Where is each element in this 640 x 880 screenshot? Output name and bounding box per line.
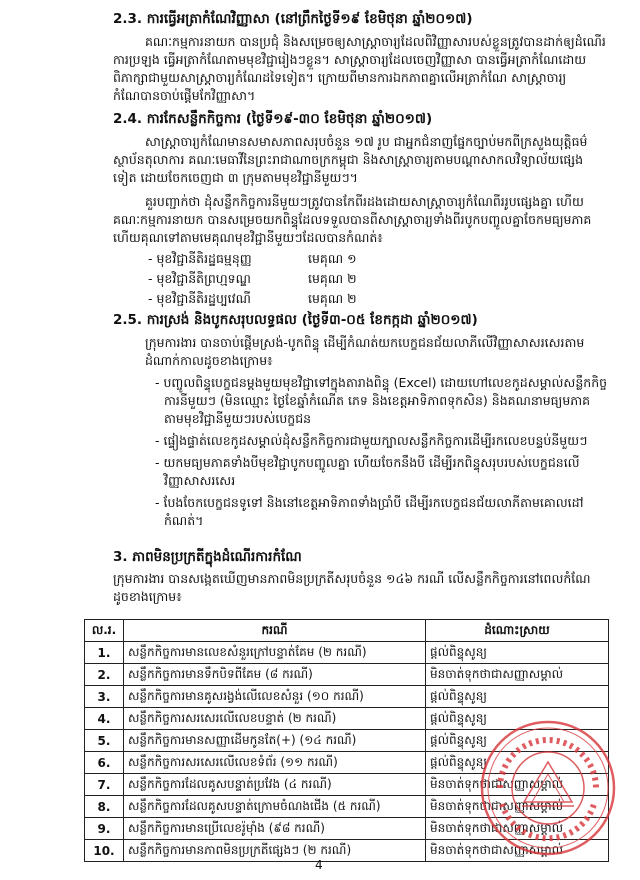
section-2-4-para1-line-3: ទៀត ដោយចែកចេញជា ៣ ក្រុមតាមមុខវិជ្ជានីមួយៗ។ (113, 170, 358, 185)
bullet-2-line-1: - ផ្ទៀងផ្ទាត់លេខកូដសម្គាល់ដុំសន្លឹកកិច្ចការជាមួយក្បាលសន្លឹកកិច្ចការដើម្បីរកលេខបន្ទប់នីមួយៗ (155, 433, 588, 448)
row-number: 2. (85, 664, 124, 686)
row-case: សន្លឹកកិច្ចការមានលេខសំនួរក្រៅបន្ទាត់គែម (២ ករណី) (124, 642, 426, 664)
section-3-heading: 3. ភាពមិនប្រក្រតីក្នុងដំណើរការកំណែ (113, 549, 302, 565)
row-case: សន្លឹកកិច្ចការដែលគូសបន្ទាត់ប្រវែង (៤ ករណី) (124, 774, 426, 796)
row-solution: មិនចាត់ទុកថាជាសញ្ញាសម្គាល់ (426, 840, 609, 862)
bullet-4-line-2: កំណត់។ (164, 513, 204, 528)
bullet-1-line-2: ការនីមួយៗ (មិនឈ្មោះ ថ្ងៃខែឆ្នាំកំណើត ភេទ និងខេត្តអាទិភាពទុកសិន) និងគណនាមធ្យមភាគ (164, 393, 591, 408)
row-solution: ផ្តល់ពិន្ទុសូន្យ (426, 752, 609, 774)
section-2-3-line-4: កំណែបានចាប់ផ្តើមកែវិញ្ញាសា។ (113, 88, 256, 103)
row-case: សន្លឹកកិច្ចការមានគូសរង្វង់លើលេខសំនួរ (១០ ករណី) (124, 686, 426, 708)
subject-3-name: - មុខវិជ្ជានីតិរដ្ឋប្បវេណី (148, 291, 251, 306)
bullet-3-line-2: វិញ្ញាសាសរសេរ (164, 473, 236, 488)
row-solution: មិនចាត់ទុកថាជាសញ្ញាសម្គាល់ (426, 664, 609, 686)
official-seal-stamp (478, 718, 618, 858)
row-solution: មិនចាត់ទុកថាជាសញ្ញាសម្គាល់ (426, 774, 609, 796)
section-2-3-line-3: ពិភាក្សាជាមួយសាស្ត្រាចារ្យកំណែដទៃទៀត។ ក្រោយពីមានការឯកភាពគ្នាលើអត្រាកំណែ សាស្ត្រាចារ្យ (113, 70, 567, 85)
bullet-3-line-1: - យកមធ្យមភាគទាំងបីមុខវិជ្ជាបូកបញ្ចូលគ្នា ហើយចែកនឹងបី ដើម្បីរកពិន្ទុសរុបរបស់បេក្ខជនលើ (155, 455, 580, 470)
section-2-4-para1-line-1: សាស្ត្រាចារ្យកំណែមានសមាសភាពសរុបចំនួន ១៧ រូប ជាអ្នកជំនាញផ្នែកច្បាប់មកពីក្រសួងយុត្តិធម៌ (145, 134, 588, 149)
row-number: 10. (85, 840, 124, 862)
row-case: សន្លឹកកិច្ចការមានទឹកបិទពីគែម (៨ ករណី) (124, 664, 426, 686)
row-solution: ផ្តល់ពិន្ទុសូន្យ (426, 642, 609, 664)
col-header-case: ករណី (124, 620, 426, 642)
table-row (85, 642, 609, 664)
section-2-4-para2-line-1: គួរបញ្ជាក់ថា ដុំសន្លឹកកិច្ចការនីមួយៗត្រូវបានកែពីរដងដោយសាស្ត្រាចារ្យកំណែពីររូបផ្សេងគ្នា ហើយ (145, 194, 584, 209)
section-2-4-para2-line-3: ហើយគុណទៅតាមមេគុណមុខវិជ្ជានីមួយៗដែលបានកំណត់៖ (113, 230, 383, 245)
row-number: 6. (85, 752, 124, 774)
row-case: សន្លឹកកិច្ចការសរសេរលើលេខបន្ទាត់ (២ ករណី) (124, 708, 426, 730)
row-case: សន្លឹកកិច្ចការមានប្រើលេខរ៉ូម៉ាំង (៩៨ ករណី) (124, 818, 426, 840)
subject-3-coef: មេគុណ ២ (308, 291, 357, 306)
subject-2-name: - មុខវិជ្ជានីតិព្រហ្មទណ្ឌ (148, 271, 251, 286)
row-number: 9. (85, 818, 124, 840)
section-3-para-line-1: ក្រុមការងារ បានសង្កេតឃើញមានភាពមិនប្រក្រតីសរុបចំនួន ១៤៦ ករណី លើសន្លឹកកិច្ចការនៅពេលកំណែ (113, 571, 591, 586)
row-number: 4. (85, 708, 124, 730)
row-number: 7. (85, 774, 124, 796)
section-2-4-para2-line-2: គណៈកម្មការនាយក បានសម្រេចយកពិន្ទុដែលទទួលបានពីសាស្ត្រាចារ្យទាំងពីរបូកបញ្ចូលគ្នាចែកមធ្យមភាគ (113, 212, 592, 227)
row-number: 5. (85, 730, 124, 752)
row-solution: ផ្តល់ពិន្ទុសូន្យ (426, 708, 609, 730)
row-solution: មិនចាត់ទុកថាជាសញ្ញាសម្គាល់ (426, 796, 609, 818)
row-case: សន្លឹកកិច្ចការមានភាពមិនប្រក្រតីផ្សេងៗ (២ ករណី) (124, 840, 426, 862)
row-case: សន្លឹកកិច្ចការមានសញ្ញាដើមកូនតែ(+) (១៤ ករណី) (124, 730, 426, 752)
row-solution: មិនចាត់ទុកថាជាសញ្ញាសម្គាល់ (426, 818, 609, 840)
section-3-para-line-2: ដូចខាងក្រោម៖ (113, 589, 182, 604)
row-number: 3. (85, 686, 124, 708)
col-header-solution: ដំណោះស្រាយ (426, 620, 609, 642)
table-row (85, 686, 609, 708)
section-2-3-line-1: គណៈកម្មការនាយក បានប្រជុំ និងសម្រេចឲ្យសាស្ត្រាចារ្យដែលពិវិញ្ញាសារបស់ខ្លួនត្រូវបានដាក់ឲ្យដំណើរ (145, 34, 606, 49)
col-header-no: ល.រ. (85, 620, 124, 642)
section-2-5-para-line-2: ដំណាក់កាលដូចខាងក្រោម៖ (145, 353, 273, 368)
section-2-4-heading: 2.4. ការកែសន្លឹកកិច្ចការ (ថ្ងៃទី១៩-៣០ ខែមិថុនា ឆ្នាំ២០១៧) (113, 111, 433, 127)
table-row (85, 664, 609, 686)
bullet-1-line-3: តាមមុខវិជ្ជានីមួយៗរបស់បេក្ខជន (164, 411, 312, 426)
section-2-3-heading: 2.3. ការធ្វើអត្រាកំណែវិញ្ញាសា (នៅព្រឹកថ្ងៃទី១៩ ខែមិថុនា ឆ្នាំ២០១៧) (113, 11, 473, 27)
bullet-4-line-1: - បែងចែកបេក្ខជនទូទៅ និងនៅខេត្តអាទិភាពទាំងប្រាំបី ដើម្បីរកបេក្ខជនជ័យលាភីតាមគោលដៅ (155, 495, 584, 510)
row-solution: ផ្តល់ពិន្ទុសូន្យ (426, 686, 609, 708)
subject-1-coef: មេគុណ ១ (308, 251, 357, 266)
row-case: សន្លឹកកិច្ចការដែលគូសបន្ទាត់ក្រោមចំណងជើង (៥ ករណី) (124, 796, 426, 818)
section-2-4-para1-line-2: ស្ថាប័នតុលាការ គណៈមេធាវីនៃព្រះរាជាណាចក្រកម្ពុជា និងសាស្ត្រាចារ្យតាមបណ្តាសាកលវិទ្យាល័យផ្សេង (113, 152, 584, 167)
subject-1-name: - មុខវិជ្ជានីតិរដ្ឋធម្មនុញ្ញ (148, 251, 252, 266)
section-2-5-heading: 2.5. ការស្រង់ និងបូកសរុបលទ្ធផល (ថ្ងៃទី៣-០៥ ខែកក្កដា ឆ្នាំ២០១៧) (113, 312, 478, 328)
subject-2-coef: មេគុណ ២ (308, 271, 357, 286)
table-header-row (85, 620, 609, 642)
row-number: 1. (85, 642, 124, 664)
section-2-5-para-line-1: ក្រុមការងារ បានចាប់ផ្តើមស្រង់-បូកពិន្ទុ ដើម្បីកំណត់យកបេក្ខជនជ័យលាភីលើវិញ្ញាសាសរសេរតាម (145, 335, 585, 350)
page-number: 4 (315, 858, 323, 872)
row-case: សន្លឹកកិច្ចការសរសេរលើលេខទំព័រ (១១ ករណី) (124, 752, 426, 774)
section-2-3-line-2: ការប្រឡង ធ្វើអត្រាកំណែតាមមុខវិជ្ជារៀងៗខ្លួន។ សាស្ត្រាចារ្យដែលចេញវិញ្ញាសា បានធ្វើអត្រាកំណែដោយ (113, 52, 587, 67)
row-solution: ផ្តល់ពិន្ទុសូន្យ (426, 730, 609, 752)
bullet-1-line-1: - បញ្ចូលពិន្ទុបេក្ខជនម្តងមួយមុខវិជ្ជាទៅក្នុងតារាងពិន្ទុ (Excel) ដោយហៅលេខកូដសម្គាល់សន្លឹកកិច្ច (155, 375, 608, 390)
row-number: 8. (85, 796, 124, 818)
